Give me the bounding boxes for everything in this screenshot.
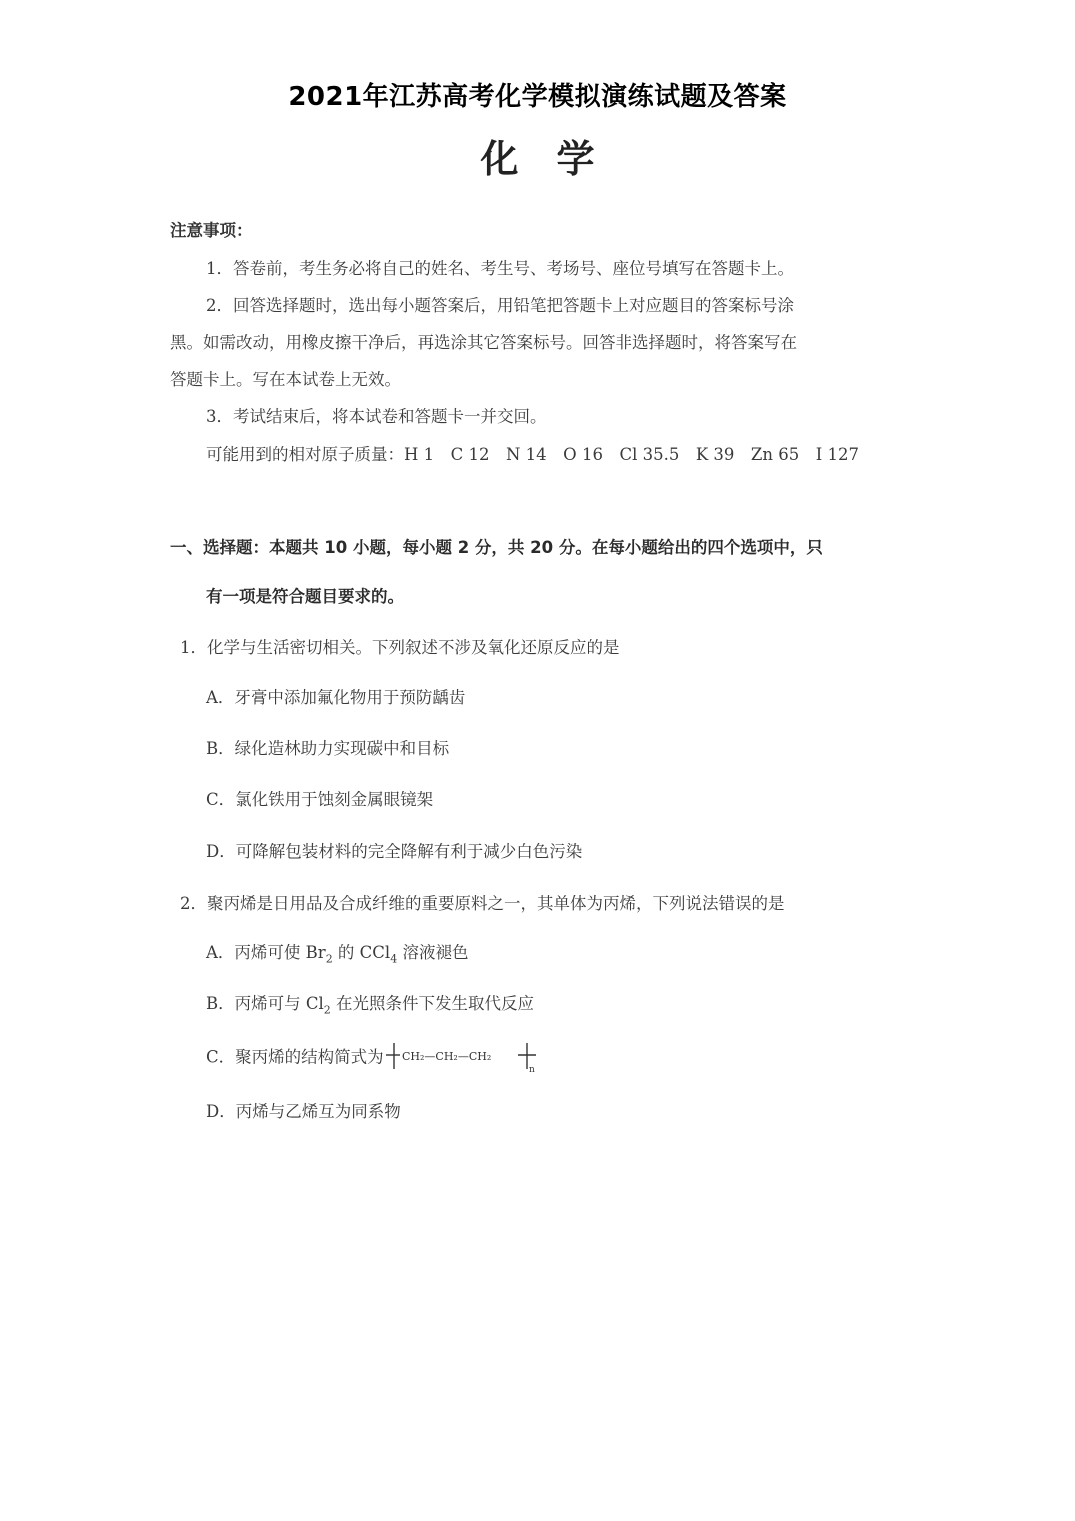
option-c-text: C．聚丙烯的结构简式为 [206, 1047, 384, 1067]
question-1-option-c: C．氯化铁用于蚀刻金属眼镜架 [206, 790, 434, 809]
notice-item-1: 1．答卷前，考生务必将自己的姓名、考生号、考场号、座位号填写在答题卡上。 [206, 259, 794, 278]
question-1-option-b: B．绿化造林助力实现碳中和目标 [206, 739, 450, 758]
polypropylene-formula [386, 1041, 546, 1075]
section-heading-line-2: 有一项是符合题目要求的。 [206, 587, 404, 606]
notice-item-3: 3．考试结束后，将本试卷和答题卡一并交回。 [206, 407, 547, 426]
option-a-middle: 的 CCl [332, 943, 391, 962]
notice-item-2-line-3: 答题卡上。写在本试卷上无效。 [170, 370, 401, 389]
question-2-option-b [206, 990, 534, 1016]
question-1-option-d: D．可降解包装材料的完全降解有利于减少白色污染 [206, 842, 583, 861]
option-a-subscript-1: 2 [325, 952, 333, 966]
document-title: 2021年江苏高考化学模拟演练试题及答案 [288, 82, 787, 112]
notice-item-2-line-2: 黑。如需改动，用橡皮擦干净后，再选涂其它答案标号。回答非选择题时，将答案写在 [170, 333, 797, 352]
question-2-stem: 2．聚丙烯是日用品及合成纤维的重要原料之一，其单体为丙烯，下列说法错误的是 [180, 894, 785, 913]
option-b-suffix: 在光照条件下发生取代反应 [330, 994, 535, 1013]
question-1-option-a: A．牙膏中添加氟化物用于预防龋齿 [206, 688, 466, 707]
option-a-prefix: A．丙烯可使 Br [206, 943, 326, 962]
subject-heading: 化学 [480, 137, 633, 181]
option-a-subscript-2: 4 [390, 952, 398, 966]
notice-heading: 注意事项： [170, 221, 253, 240]
option-b-prefix: B．丙烯可与 Cl [206, 994, 324, 1013]
option-b-subscript: 2 [323, 1003, 331, 1017]
section-heading-line-1: 一、选择题：本题共 10 小题，每小题 2 分，共 20 分。在每小题给出的四个选项中，只 [170, 538, 823, 557]
formula-text: CH₂—CH₂—CH₂ [401, 1050, 491, 1063]
question-2-option-c [206, 1041, 546, 1075]
option-a-suffix: 溶液褪色 [397, 943, 469, 962]
atomic-masses: 可能用到的相对原子质量：H 1 C 12 N 14 O 16 Cl 35.5 K 39 Zn 65 I 127 [206, 445, 859, 464]
formula-repeat-n: n [528, 1065, 535, 1075]
question-2-option-a [206, 939, 468, 965]
question-1-stem: 1．化学与生活密切相关。下列叙述不涉及氧化还原反应的是 [180, 638, 620, 657]
question-2-option-d: D．丙烯与乙烯互为同系物 [206, 1102, 401, 1121]
notice-item-2-line-1: 2．回答选择题时，选出每小题答案后，用铅笔把答题卡上对应题目的答案标号涂 [206, 296, 794, 315]
